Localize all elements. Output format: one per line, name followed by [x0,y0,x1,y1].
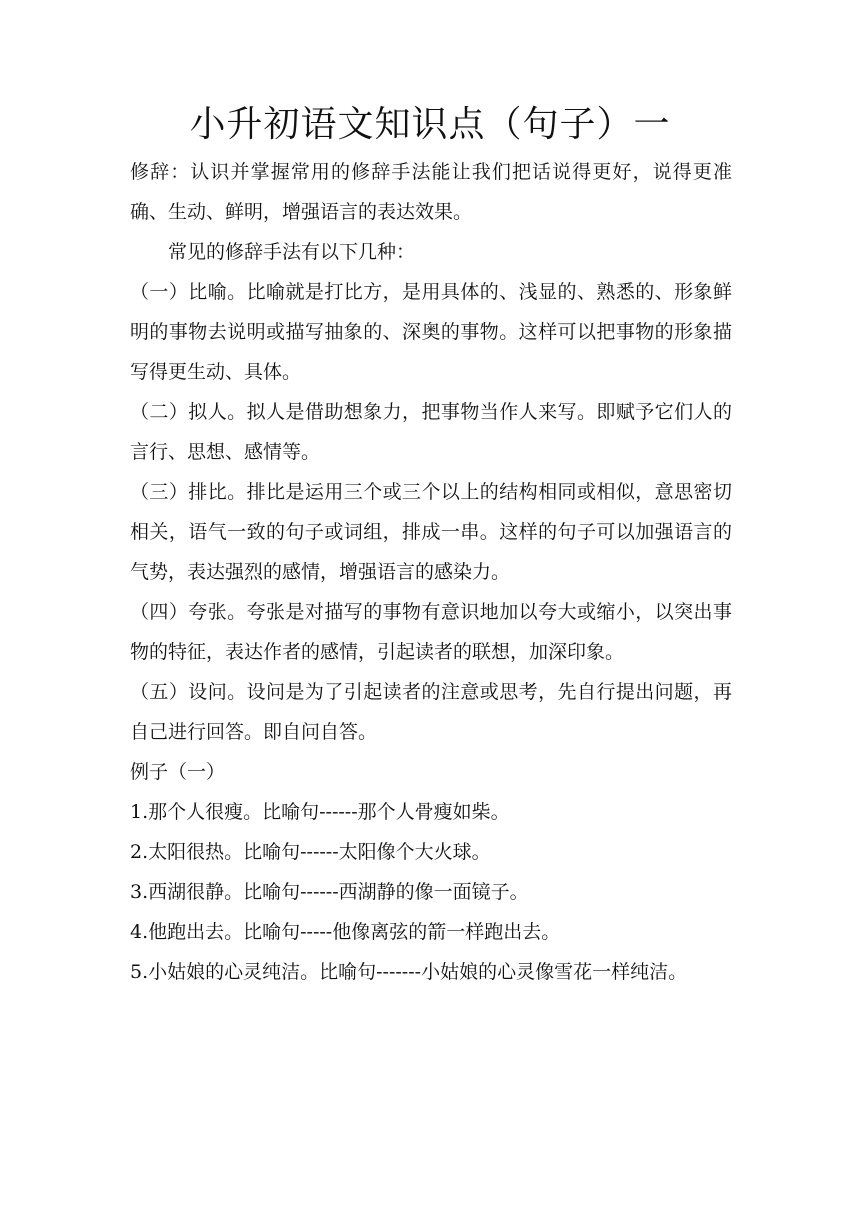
example-item: 2.太阳很热。比喻句------太阳像个大火球。 [130,841,491,863]
document-title: 小升初语文知识点（句子）一 [189,104,671,145]
example-item: 1.那个人很瘦。比喻句------那个人骨瘦如柴。 [130,801,510,823]
example-item: 3.西湖很静。比喻句------西湖静的像一面镜子。 [130,881,529,903]
paragraph-metaphor: （一）比喻。比喻就是打比方，是用具体的、浅显的、熟悉的、形象鲜明的事物去说明或描写抽象的、深奥的事物。这样可以把事物的形象描写得更生动、具体。 [130,281,732,383]
examples-heading: 例子（一） [130,761,226,783]
paragraph-common-devices: 常见的修辞手法有以下几种： [168,241,416,263]
paragraph-personification: （二）拟人。拟人是借助想象力，把事物当作人来写。即赋予它们人的言行、思想、感情等。 [130,401,732,463]
paragraph-parallelism: （三）排比。排比是运用三个或三个以上的结构相同或相似，意思密切相关，语气一致的句子或词组，排成一串。这样的句子可以加强语言的气势，表达强烈的感情，增强语言的感染力。 [130,481,732,583]
paragraph-rhetoric-intro: 修辞：认识并掌握常用的修辞手法能让我们把话说得更好，说得更准确、生动、鲜明，增强语言的表达效果。 [130,161,732,223]
example-item: 4.他跑出去。比喻句-----他像离弦的箭一样跑出去。 [130,921,561,943]
example-item: 5.小姑娘的心灵纯洁。比喻句-------小姑娘的心灵像雪花一样纯洁。 [130,961,688,983]
document-body [130,152,732,992]
paragraph-rhetorical-question: （五）设问。设问是为了引起读者的注意或思考，先自行提出问题，再自己进行回答。即自问自答。 [130,681,732,743]
paragraph-hyperbole: （四）夸张。夸张是对描写的事物有意识地加以夸大或缩小，以突出事物的特征，表达作者的感情，引起读者的联想，加深印象。 [130,601,732,663]
